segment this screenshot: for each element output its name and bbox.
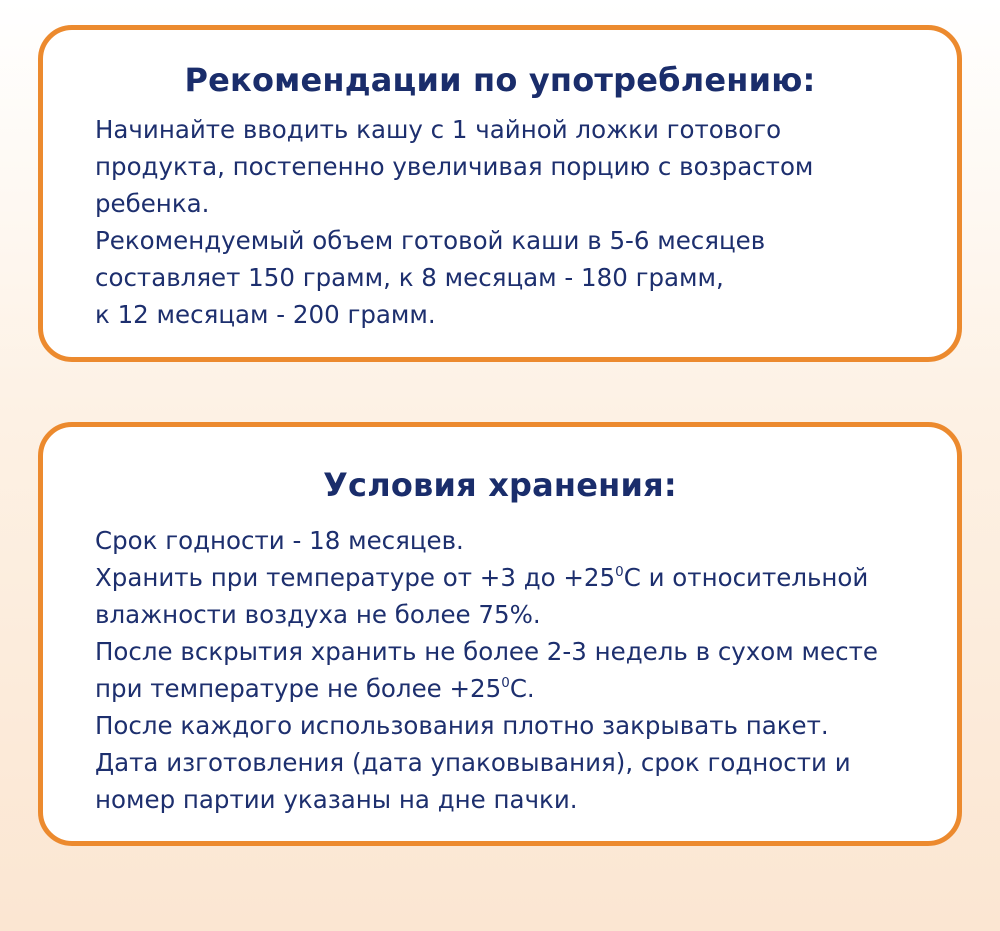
degree-superscript: 0: [501, 674, 510, 691]
usage-line: Начинайте вводить кашу с 1 чайной ложки готового: [95, 115, 782, 144]
storage-conditions-title: Условия хранения:: [323, 466, 677, 504]
usage-recommendations-card: [38, 25, 962, 362]
usage-line: Рекомендуемый объем готовой каши в 5-6 месяцев: [95, 226, 766, 255]
storage-conditions-card: [38, 422, 962, 846]
usage-line: продукта, постепенно увеличивая порцию с возрастом: [95, 152, 814, 181]
storage-line-text: при температуре не более +25: [95, 674, 502, 703]
storage-line-text: С.: [509, 674, 535, 703]
storage-line: После каждого использования плотно закрывать пакет.: [95, 711, 829, 740]
usage-recommendations-title: Рекомендации по употреблению:: [184, 61, 816, 99]
degree-superscript: 0: [615, 563, 624, 580]
storage-line: После вскрытия хранить не более 2-3 недель в сухом месте: [95, 637, 878, 666]
usage-recommendations-text: [43, 111, 957, 333]
usage-line: к 12 месяцам - 200 грамм.: [95, 300, 436, 329]
storage-line-text: Хранить при температуре от +3 до +25: [95, 563, 616, 592]
storage-conditions-text: [43, 522, 957, 818]
storage-line: Дата изготовления (дата упаковывания), срок годности и: [95, 748, 851, 777]
storage-line-text: С и относительной: [623, 563, 869, 592]
storage-line-temperature: [95, 559, 937, 596]
usage-line: ребенка.: [95, 189, 210, 218]
storage-line: Срок годности - 18 месяцев.: [95, 526, 464, 555]
storage-line: номер партии указаны на дне пачки.: [95, 785, 578, 814]
usage-line: составляет 150 грамм, к 8 месяцам - 180 грамм,: [95, 263, 724, 292]
storage-line: влажности воздуха не более 75%.: [95, 600, 541, 629]
storage-line-temperature: [95, 670, 937, 707]
